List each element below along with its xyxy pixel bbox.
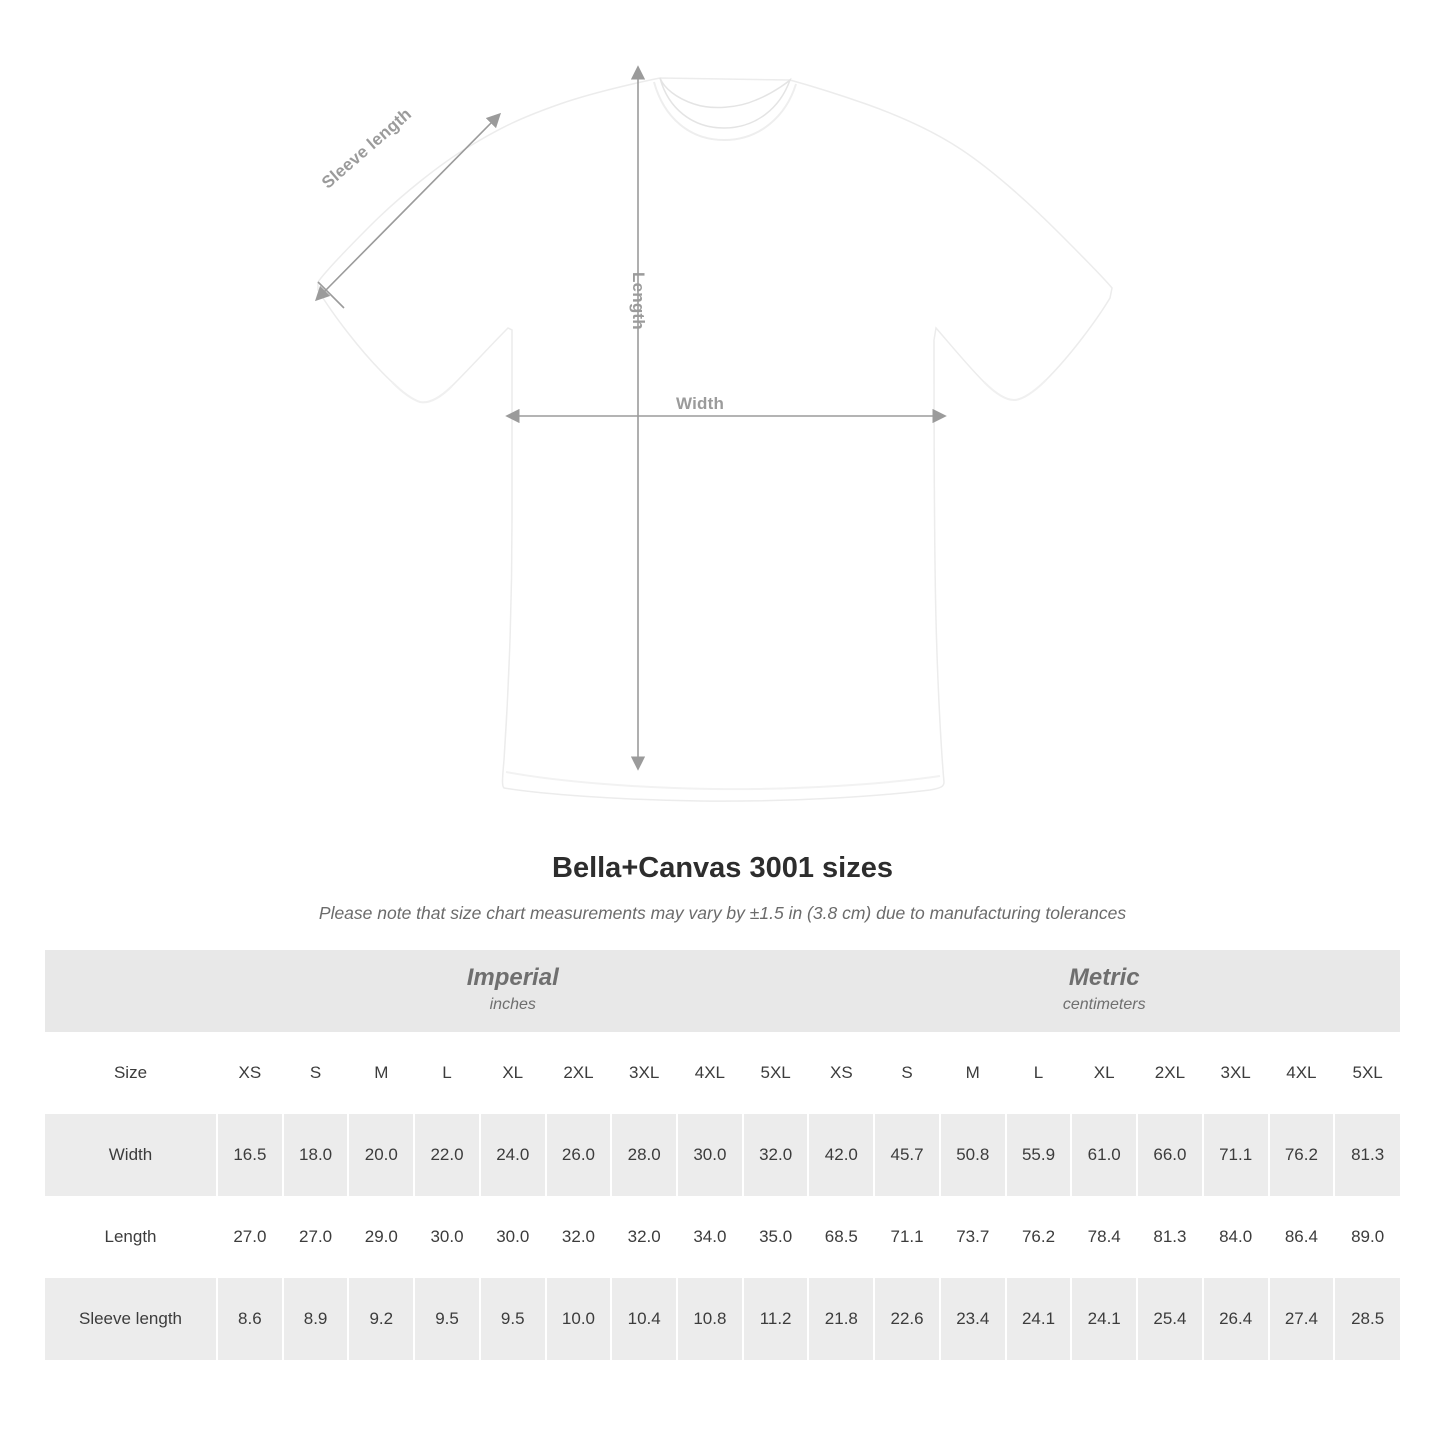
table-cell: 30.0 [677,1114,743,1196]
table-cell: 66.0 [1137,1114,1203,1196]
table-cell: 32.0 [611,1196,677,1278]
header-cell: 5XL [1334,1032,1400,1114]
table-cell: 68.5 [808,1196,874,1278]
table-cell: 55.9 [1006,1114,1072,1196]
header-cell: M [940,1032,1006,1114]
header-size: Size [45,1032,217,1114]
table-cell: 30.0 [414,1196,480,1278]
header-cell: 2XL [546,1032,612,1114]
table-cell: 84.0 [1203,1196,1269,1278]
unit-group-imperial [217,950,808,1032]
length-label: Length [629,272,648,330]
tolerance-note: Please note that size chart measurements may vary by ±1.5 in (3.8 cm) due to manufacturing tolerances [318,903,1127,923]
size-table [45,950,1400,1360]
table-cell: 8.6 [217,1278,283,1360]
table-cell: 10.8 [677,1278,743,1360]
header-cell: L [414,1032,480,1114]
header-cell: 5XL [743,1032,809,1114]
table-cell: 10.0 [546,1278,612,1360]
table-cell: 26.0 [546,1114,612,1196]
table-cell: 42.0 [808,1114,874,1196]
table-row [45,1278,1400,1360]
table-cell: 11.2 [743,1278,809,1360]
table-cell: 16.5 [217,1114,283,1196]
table-cell: 76.2 [1006,1196,1072,1278]
header-cell: M [348,1032,414,1114]
table-cell: 25.4 [1137,1278,1203,1360]
row-label: Width [45,1114,217,1196]
table-cell: 32.0 [546,1196,612,1278]
table-cell: 28.5 [1334,1278,1400,1360]
table-cell: 22.6 [874,1278,940,1360]
table-cell: 86.4 [1269,1196,1335,1278]
header-cell: L [1006,1032,1072,1114]
unit-metric-name: Metric [1068,964,1140,992]
table-cell: 89.0 [1334,1196,1400,1278]
width-label: Width [676,394,725,413]
table-cell: 76.2 [1269,1114,1335,1196]
table-cell: 10.4 [611,1278,677,1360]
header-cell: 4XL [1269,1032,1335,1114]
page-title: Bella+Canvas 3001 sizes [552,852,893,884]
table-cell: 32.0 [743,1114,809,1196]
table-cell: 22.0 [414,1114,480,1196]
table-cell: 29.0 [348,1196,414,1278]
header-cell: 2XL [1137,1032,1203,1114]
table-cell: 24.0 [480,1114,546,1196]
unit-group-row [45,950,1400,1032]
table-cell: 30.0 [480,1196,546,1278]
row-label: Length [45,1196,217,1278]
header-cell: 3XL [1203,1032,1269,1114]
unit-row-spacer [45,950,217,1032]
tshirt-shape [318,78,1112,801]
header-cell: S [874,1032,940,1114]
unit-group-metric [808,950,1400,1032]
table-cell: 71.1 [874,1196,940,1278]
table-cell: 9.5 [480,1278,546,1360]
header-cell: XS [217,1032,283,1114]
table-cell: 26.4 [1203,1278,1269,1360]
unit-imperial-sub: inches [489,996,536,1013]
table-cell: 81.3 [1137,1196,1203,1278]
header-cell: S [283,1032,349,1114]
table-cell: 9.5 [414,1278,480,1360]
table-cell: 81.3 [1334,1114,1400,1196]
header-cell: 3XL [611,1032,677,1114]
table-cell: 24.1 [1006,1278,1072,1360]
table-row [45,1114,1400,1196]
table-cell: 50.8 [940,1114,1006,1196]
header-cell: XS [808,1032,874,1114]
table-cell: 34.0 [677,1196,743,1278]
unit-imperial-name: Imperial [466,964,559,992]
table-cell: 18.0 [283,1114,349,1196]
table-cell: 78.4 [1071,1196,1137,1278]
header-cell: XL [1071,1032,1137,1114]
table-cell: 27.0 [217,1196,283,1278]
title-block [0,852,1445,924]
table-cell: 28.0 [611,1114,677,1196]
table-cell: 71.1 [1203,1114,1269,1196]
table-cell: 9.2 [348,1278,414,1360]
table-cell: 61.0 [1071,1114,1137,1196]
table-cell: 21.8 [808,1278,874,1360]
table-cell: 73.7 [940,1196,1006,1278]
header-cell: XL [480,1032,546,1114]
table-cell: 45.7 [874,1114,940,1196]
row-label: Sleeve length [45,1278,217,1360]
sleeve-length-label: Sleeve length [318,104,416,193]
table-cell: 35.0 [743,1196,809,1278]
table-cell: 27.0 [283,1196,349,1278]
unit-metric-sub: centimeters [1062,996,1146,1013]
table-cell: 27.4 [1269,1278,1335,1360]
table-cell: 8.9 [283,1278,349,1360]
size-table-wrapper [45,950,1400,1360]
header-cell: 4XL [677,1032,743,1114]
table-cell: 24.1 [1071,1278,1137,1360]
table-row [45,1196,1400,1278]
table-cell: 20.0 [348,1114,414,1196]
table-cell: 23.4 [940,1278,1006,1360]
table-header-row [45,1032,1400,1114]
